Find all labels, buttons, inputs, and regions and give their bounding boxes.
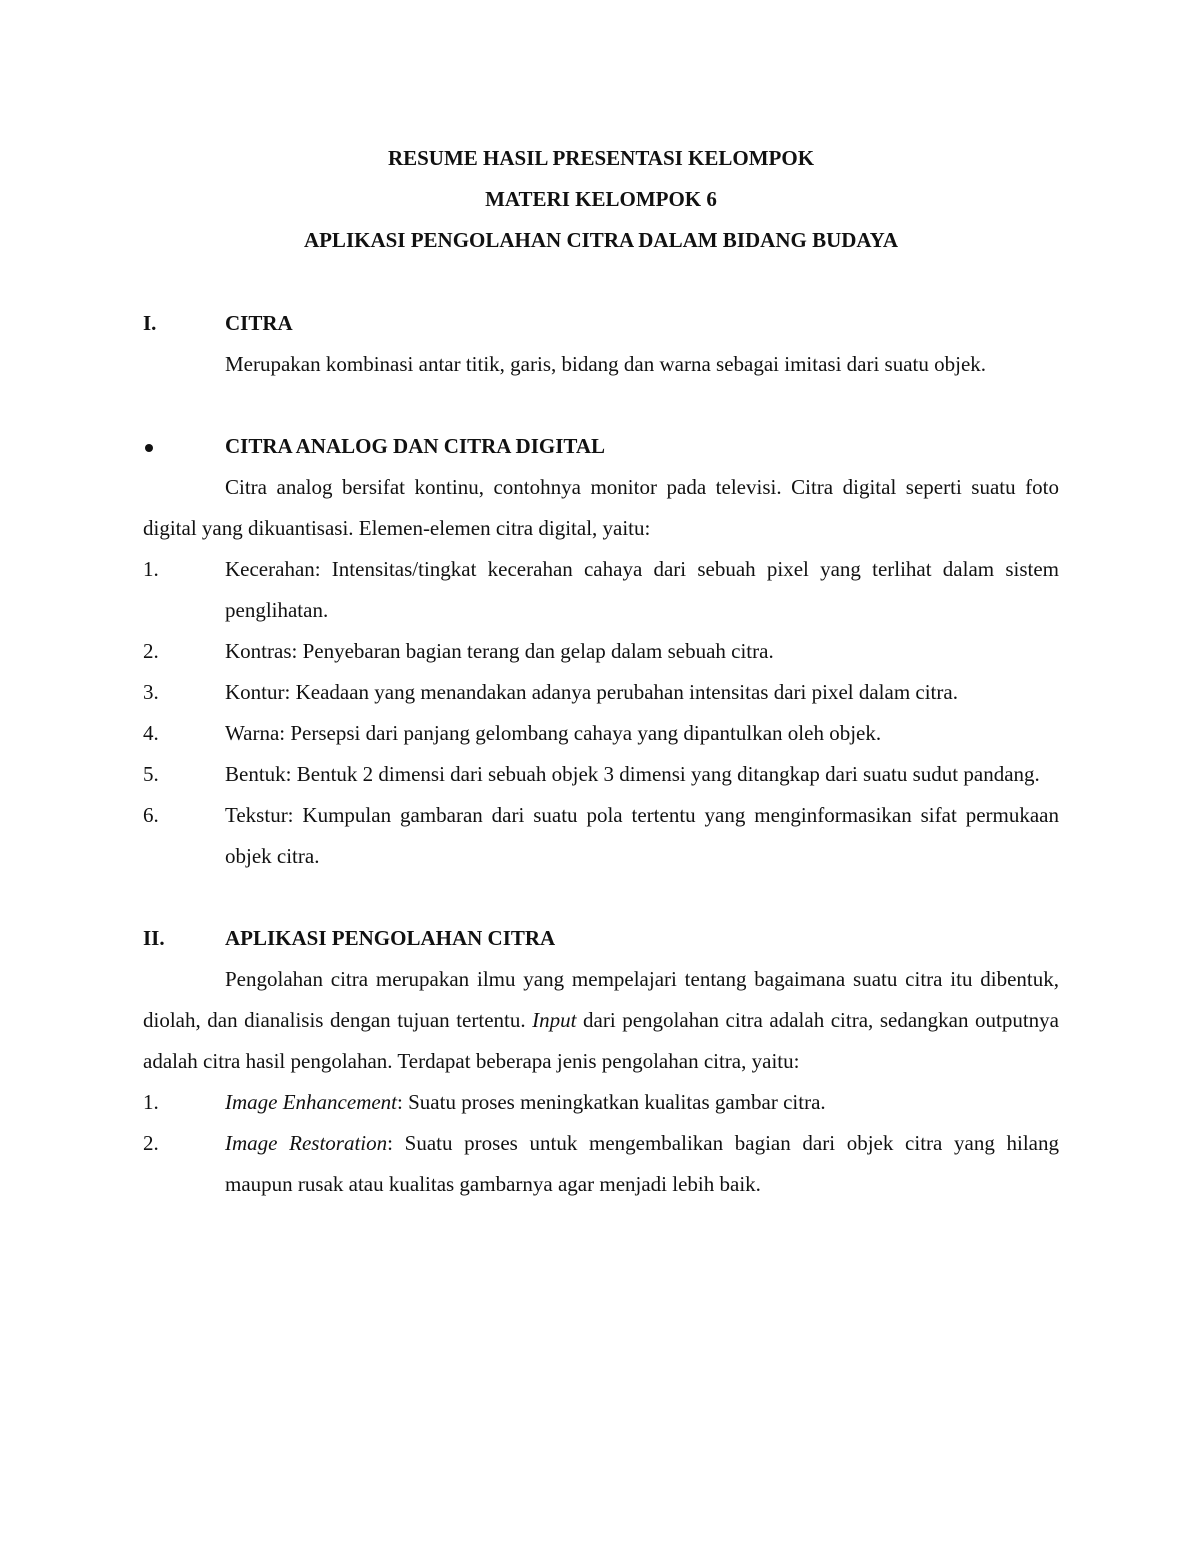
processing-types-list [143,1082,1059,1205]
subsection-title: CITRA ANALOG DAN CITRA DIGITAL [225,434,606,458]
list-item-number: 2. [143,639,159,663]
list-item-number: 1. [143,557,159,581]
section-1-title: CITRA [225,311,293,335]
list-item [143,795,1059,877]
spacer [143,385,1059,426]
section-2-title: APLIKASI PENGOLAHAN CITRA [225,926,556,950]
section-1-heading [143,303,1059,344]
list-item-text: Tekstur: Kumpulan gambaran dari suatu pola tertentu yang menginformasikan sifat permukaan objek citra. [225,803,1059,868]
spacer [143,261,1059,303]
section-1-paragraph: Merupakan kombinasi antar titik, garis, bidang dan warna sebagai imitasi dari suatu objek. [225,352,987,376]
list-item-text: Bentuk: Bentuk 2 dimensi dari sebuah objek 3 dimensi yang ditangkap dari suatu sudut pandang. [225,762,1040,786]
list-item-number: 1. [143,1090,159,1114]
list-item [143,1123,1059,1205]
title-line-2: MATERI KELOMPOK 6 [485,187,717,211]
list-item [143,754,1059,795]
document-content [143,138,1059,1205]
spacer [143,877,1059,918]
list-item [143,631,1059,672]
list-item-text: Kontur: Keadaan yang menandakan adanya perubahan intensitas dari pixel dalam citra. [225,680,958,704]
list-item [143,1082,1059,1123]
section-1-number: I. [143,311,157,335]
subsection-paragraph: Citra analog bersifat kontinu, contohnya monitor pada televisi. Citra digital seperti suatu foto digital yang dikuantisasi. Elemen-elemen citra digital, yaitu: [143,475,1059,540]
subsection-heading [143,426,1059,467]
list-item [143,549,1059,631]
bullet-dot-icon [143,426,225,467]
title-line-1: RESUME HASIL PRESENTASI KELOMPOK [387,146,815,170]
elements-list [143,549,1059,877]
list-item-text: Kontras: Penyebaran bagian terang dan gelap dalam sebuah citra. [225,639,774,663]
list-item-text: Warna: Persepsi dari panjang gelombang cahaya yang dipantulkan oleh objek. [225,721,882,745]
list-item-description: : Suatu proses meningkatkan kualitas gambar citra. [397,1090,826,1114]
list-item-text: Kecerahan: Intensitas/tingkat kecerahan cahaya dari sebuah pixel yang terlihat dalam sistem penglihatan. [225,557,1059,622]
list-item-number: 6. [143,803,159,827]
title-line-3: APLIKASI PENGOLAHAN CITRA DALAM BIDANG BUDAYA [303,228,899,252]
section-2-heading [143,918,1059,959]
list-item-number: 3. [143,680,159,704]
list-item [143,713,1059,754]
list-item [143,672,1059,713]
section-2-paragraph-italic: Input [532,1008,577,1032]
section-2-paragraph [143,959,1059,1082]
list-item-text [225,1123,1059,1205]
list-item-number: 2. [143,1131,159,1155]
list-item-description: : Suatu proses untuk mengembalikan bagian dari objek citra yang hilang maupun rusak atau kualitas gambarnya agar menjadi lebih baik. [225,1131,1059,1196]
list-item-term: Image Restoration [225,1131,388,1155]
list-item-number: 4. [143,721,159,745]
list-item-text [225,1082,1059,1123]
section-2-paragraph-part-2: dari pengolahan citra adalah citra, sedangkan outputnya adalah citra hasil pengolahan. Terdapat beberapa jenis pengolahan citra, yaitu: [143,1008,1059,1073]
section-2-number: II. [143,926,165,950]
list-item-number: 5. [143,762,159,786]
list-item-term: Image Enhancement [225,1090,398,1114]
section-2-paragraph-part-1: Pengolahan citra merupakan ilmu yang mempelajari tentang bagaimana suatu citra itu dibentuk, diolah, dan dianalisis dengan tujuan tertentu. [143,967,1059,1032]
